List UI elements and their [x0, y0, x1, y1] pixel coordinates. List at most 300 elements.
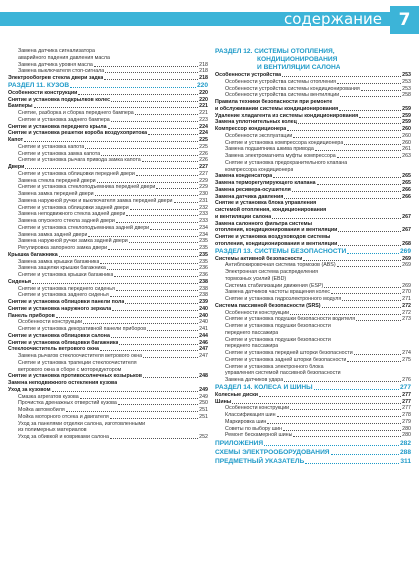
toc-entry-title: Особенности конструкции: [18, 319, 83, 326]
toc-entry-title: Двери: [8, 164, 25, 170]
toc-entry-page: 250: [199, 400, 208, 407]
toc-entry: [215, 214, 411, 221]
toc-entry: [215, 276, 411, 283]
toc-entry: [215, 323, 411, 330]
toc-entry-page: 247: [199, 346, 208, 353]
toc-entry-title: Снятие и установка подушки безопасности: [225, 336, 331, 343]
toc-entry-title: переднего пассажира: [225, 329, 279, 336]
toc-entry-title: Снятие и установка облицовки панели пола: [8, 299, 125, 305]
dot-leader: [338, 231, 401, 232]
toc-entry-title: Снятие и установка замка капота: [18, 150, 101, 157]
toc-entry-title: Снятие и установка трапеции стеклоочистителя: [18, 359, 137, 366]
toc-entry-title: Замена замка задней двери: [18, 231, 88, 238]
toc-entry-page: 269: [402, 255, 411, 262]
toc-entry-title: Снятие и установка переднего сиденья: [18, 285, 115, 292]
dot-leader: [342, 300, 401, 301]
toc-entry: [215, 160, 411, 167]
toc-entry-title: Шины: [215, 398, 232, 405]
toc-entry-title: ПРИЛОЖЕНИЯ: [215, 440, 264, 447]
toc-entry-title: Замена рычагов стеклоочистителя ветрового окна: [18, 353, 143, 359]
toc-entry-title: Замена подшипника шкива привода: [225, 146, 314, 153]
toc-entry-title: Замена опускного стекла задней двери: [18, 218, 115, 224]
toc-entry-title: Снятие и установка гидроэлектронного модуля: [225, 296, 342, 302]
dot-leader: [105, 72, 198, 73]
toc-entry-page: 266: [402, 193, 411, 200]
toc-entry: [8, 367, 208, 374]
toc-entry-page: 240: [199, 319, 208, 326]
toc-entry-title: Снятие и установка капота: [18, 143, 85, 150]
dot-leader: [337, 266, 402, 267]
dot-leader: [264, 445, 399, 446]
toc-entry: [215, 262, 411, 269]
toc-entry: [215, 106, 411, 113]
toc-entry-page: 253: [402, 78, 411, 85]
toc-entry-title: и обслуживании системы кондиционирования: [215, 105, 339, 112]
toc-entry: [8, 130, 208, 137]
dot-leader: [25, 168, 198, 169]
toc-entry-page: 251: [199, 407, 208, 413]
toc-entry-page: 274: [402, 350, 411, 356]
dot-leader: [290, 409, 401, 410]
toc-entry-page: 236: [199, 265, 208, 272]
toc-entry: [8, 97, 208, 104]
toc-entry-title: отопления, кондиционирования и вентиляции: [215, 240, 338, 247]
toc-entry-title: Снятие и установка подушки безопасности водителя: [225, 316, 356, 323]
toc-entry-title: И ВЕНТИЛЯЦИИ САЛОНА: [257, 64, 341, 71]
toc-entry: [8, 225, 208, 232]
toc-entry: [8, 55, 208, 62]
toc-entry-title: Замена стекла передней двери: [18, 177, 96, 184]
toc-entry-title: Система стабилизации движения (ESP): [225, 282, 324, 289]
toc-entry-page: 279: [402, 418, 411, 425]
toc-entry: [8, 218, 208, 225]
dot-leader: [59, 256, 199, 257]
toc-entry-title: Уход за обивкой и ковриками салона: [18, 434, 109, 440]
dot-leader: [100, 263, 198, 264]
toc-entry-title: тормозных усилий (EBD): [225, 275, 287, 282]
toc-entry: [215, 99, 411, 106]
toc-entry: [8, 407, 208, 414]
dot-leader: [314, 389, 399, 390]
toc-entry-page: 260: [402, 126, 411, 132]
toc-entry-page: 272: [402, 309, 411, 316]
toc-entry: [8, 238, 208, 245]
toc-entry: [8, 373, 208, 380]
dot-leader: [129, 242, 198, 243]
toc-entry-page: 277: [402, 398, 411, 405]
toc-column-right: [215, 48, 411, 466]
toc-entry-title: Мойка моторного отсека и двигателя: [18, 413, 109, 420]
toc-entry-title: Маркировка шин: [225, 418, 267, 425]
dot-leader: [267, 423, 401, 424]
dot-leader: [273, 177, 401, 178]
toc-entry-title: системой отопления, кондиционирования: [215, 207, 327, 213]
toc-entry-title: Электронная система распределения: [225, 269, 318, 275]
toc-entry: [8, 75, 208, 82]
dot-leader: [80, 398, 198, 399]
toc-entry-title: из полимерных материалов: [18, 427, 87, 434]
toc-entry: [215, 207, 411, 214]
dot-leader: [293, 436, 401, 437]
toc-section-heading: [215, 48, 411, 56]
dot-leader: [292, 191, 401, 192]
toc-entry-title: Регулировка запорного замка двери: [18, 245, 108, 251]
toc-entry-page: 265: [402, 180, 411, 186]
toc-entry-title: Снятие и установка компрессора кондиционера: [225, 139, 344, 146]
toc-entry: [8, 103, 208, 110]
dot-leader: [322, 307, 402, 308]
dot-leader: [272, 218, 401, 219]
toc-entry: [215, 316, 411, 323]
toc-entry-title: Снятие и установка переднего крыла: [8, 123, 107, 130]
dot-leader: [111, 101, 198, 102]
toc-entry-page: 218: [199, 75, 208, 81]
toc-entry-title: Уход за кузовом: [8, 386, 51, 393]
page-title: содержание: [283, 10, 382, 28]
toc-entry-title: Бамперы: [8, 103, 33, 110]
toc-entry: [8, 191, 208, 198]
toc-entry-title: Электрообогрев стекла двери задка: [8, 75, 104, 81]
toc-entry-title: Замена выключателя стоп-сигнала: [18, 68, 105, 75]
toc-entry-title: Снятие и установка подкрылков колес: [8, 96, 111, 103]
dot-leader: [143, 377, 198, 378]
toc-entry: [8, 414, 208, 421]
toc-entry-page: 240: [199, 305, 208, 312]
toc-entry-title: Снятие и установка воздуховодов системы: [215, 234, 331, 240]
dot-leader: [119, 344, 198, 345]
toc-entry-page: 280: [402, 432, 411, 439]
toc-entry: [215, 426, 411, 433]
dot-leader: [331, 454, 399, 455]
toc-entry-title: Классификация шин: [225, 412, 276, 418]
dot-leader: [52, 391, 199, 392]
toc-entry-page: 234: [199, 224, 208, 231]
toc-entry: [8, 272, 208, 279]
dot-leader: [135, 114, 198, 115]
toc-entry-title: Снятие и установка задней шторки безопасности: [225, 356, 347, 363]
dot-leader: [232, 403, 401, 404]
toc-entry-page: 235: [199, 251, 208, 258]
toc-section-heading: [215, 64, 411, 72]
toc-entry-page: 277: [402, 405, 411, 412]
toc-entry-title: и вентиляции салона: [215, 213, 272, 220]
toc-entry-title: Снятие и установка крышки багажника: [18, 272, 114, 278]
toc-entry: [8, 400, 208, 407]
dot-leader: [347, 361, 401, 362]
toc-entry-page: 265: [402, 173, 411, 180]
toc-entry-title: Колесные диски: [215, 391, 259, 398]
dot-leader: [110, 296, 198, 297]
toc-entry-title: Особенности устройства: [215, 72, 282, 78]
toc-entry-page: 278: [402, 412, 411, 418]
toc-entry-page: 253: [402, 72, 411, 78]
toc-entry: [215, 173, 411, 180]
dot-leader: [78, 94, 198, 95]
toc-entry-page: 288: [399, 449, 411, 456]
toc-entry-page: 220: [199, 96, 208, 103]
toc-entry: [8, 380, 208, 387]
toc-entry-page: 232: [199, 204, 208, 211]
dot-leader: [34, 107, 199, 108]
toc-entry-title: РАЗДЕЛ 11. КУЗОВ: [8, 81, 70, 89]
toc-entry: [215, 241, 411, 248]
toc-entry-page: 225: [199, 137, 208, 143]
toc-entry-title: Мойка автомобиля: [18, 407, 65, 413]
dot-leader: [284, 198, 401, 199]
page-number: 7: [390, 6, 419, 34]
toc-entry-title: Прочистка дренажных отверстий кузова: [18, 400, 117, 407]
dot-leader: [111, 121, 198, 122]
toc-entry-title: Система пассивной безопасности (SRS): [215, 302, 321, 309]
toc-entry-page: 263: [402, 153, 411, 159]
toc-entry: [8, 151, 208, 158]
toc-entry-page: 234: [199, 231, 208, 238]
toc-entry-title: Замена салонного фильтра системы: [215, 220, 313, 227]
toc-entry-title: управления системой пассивной безопасности: [225, 370, 341, 377]
toc-entry-page: 236: [199, 272, 208, 278]
toc-entry-title: аварийного падения давления масла: [18, 54, 110, 61]
toc-entry-title: РАЗДЕЛ 13. СИСТЕМЫ БЕЗОПАСНОСТИ: [215, 247, 347, 255]
toc-entry-title: Снятие и установка передней шторки безопасности: [225, 350, 353, 356]
toc-entry: [8, 421, 208, 428]
toc-entry: [215, 92, 411, 99]
toc-entry-page: 233: [199, 211, 208, 218]
toc-entry-title: КОНДИЦИОНИРОВАНИЯ: [257, 56, 338, 63]
dot-leader: [114, 276, 198, 277]
toc-entry-page: 239: [199, 299, 208, 305]
toc-entry: [8, 252, 208, 259]
toc-entry: [8, 144, 208, 151]
toc-entry: [215, 133, 411, 140]
dot-leader: [282, 76, 401, 77]
toc-entry-title: переднего пассажира: [225, 343, 279, 350]
toc-entry-title: Снятие и установка облицовки задней двери: [18, 204, 129, 211]
dot-leader: [97, 182, 199, 183]
toc-entry: [215, 343, 411, 350]
toc-entry: [215, 303, 411, 310]
toc-entry-title: Системы активной безопасности: [215, 255, 303, 262]
toc-entry: [215, 269, 411, 276]
toc-entry: [8, 387, 208, 394]
toc-entry-title: Компрессор кондиционера: [215, 126, 287, 132]
toc-entry: [215, 146, 411, 153]
toc-entry: [215, 399, 411, 406]
dot-leader: [88, 236, 198, 237]
dot-leader: [111, 337, 198, 338]
toc-section-heading: [215, 448, 411, 457]
toc-entry: [8, 205, 208, 212]
dot-leader: [338, 245, 401, 246]
toc-entry-page: 238: [199, 278, 208, 285]
toc-entry: [8, 360, 208, 367]
toc-entry-title: Снятие и установка противосолнечных козырьков: [8, 373, 143, 380]
toc-entry: [8, 340, 208, 347]
toc-entry-page: 247: [199, 353, 208, 359]
toc-entry-title: Замена неподвижного остекления кузова: [8, 380, 118, 386]
toc-entry: [8, 346, 208, 353]
toc-entry-title: Особенности конструкции: [225, 309, 290, 316]
toc-entry-page: 233: [199, 218, 208, 224]
toc-entry-title: Замена терморегулирующего клапана: [215, 180, 316, 186]
toc-entry: [8, 286, 208, 293]
toc-entry-page: 249: [199, 393, 208, 400]
dot-leader: [104, 79, 198, 80]
toc-entry: [8, 164, 208, 171]
dot-leader: [126, 215, 198, 216]
toc-entry: [8, 319, 208, 326]
toc-entry-page: 249: [199, 386, 208, 393]
toc-section-heading: [8, 82, 208, 90]
toc-entry: [8, 245, 208, 252]
toc-entry: [215, 289, 411, 296]
toc-entry-page: 253: [402, 85, 411, 92]
toc-entry: [8, 178, 208, 185]
dot-leader: [344, 144, 401, 145]
toc-entry-page: 260: [402, 139, 411, 146]
dot-leader: [100, 350, 198, 351]
toc-entry-title: Удаление хладагента из системы кондиционирования: [215, 112, 359, 119]
toc-section-heading: [215, 248, 411, 256]
toc-entry-title: Снятие и установка решетки короба воздухопритока: [8, 130, 148, 137]
toc-entry: [8, 333, 208, 340]
dot-leader: [277, 416, 402, 417]
toc-entry-title: Правила техники безопасности при ремонте: [215, 99, 333, 105]
toc-entry-page: 258: [402, 92, 411, 99]
dot-leader: [116, 290, 198, 291]
toc-entry: [215, 113, 411, 120]
dot-leader: [150, 229, 198, 230]
toc-entry-title: СХЕМЫ ЭЛЕКТРООБОРУДОВАНИЯ: [215, 449, 330, 456]
toc-entry: [215, 405, 411, 412]
toc-entry-page: 246: [199, 339, 208, 346]
toc-entry-page: 235: [199, 245, 208, 251]
toc-entry-page: 270: [402, 289, 411, 296]
toc-entry-page: 269: [402, 282, 411, 289]
toc-entry: [215, 296, 411, 303]
toc-entry: [215, 119, 411, 126]
toc-entry-title: Особенности конструкции: [225, 405, 290, 412]
toc-entry: [8, 279, 208, 286]
toc-entry: [215, 180, 411, 187]
toc-entry-title: Замена уплотнительных колец: [215, 119, 297, 126]
dot-leader: [107, 269, 198, 270]
toc-entry-page: 224: [199, 123, 208, 130]
toc-entry: [215, 432, 411, 439]
toc-entry-page: 220: [199, 89, 208, 96]
dot-leader: [293, 137, 401, 138]
dot-leader: [287, 130, 401, 131]
toc-entry-title: Замена датчика уровня масла: [18, 61, 93, 68]
toc-entry: [215, 330, 411, 337]
toc-entry-page: 226: [199, 150, 208, 157]
toc-entry-title: Снятие и установка подушки безопасности: [225, 323, 331, 329]
toc-entry: [215, 153, 411, 160]
toc-entry-page: 230: [199, 191, 208, 197]
dot-leader: [331, 293, 401, 294]
toc-entry: [215, 126, 411, 133]
toc-entry-page: 218: [199, 68, 208, 75]
toc-entry-title: Особенности устройства системы вентиляции: [225, 92, 340, 99]
dot-leader: [108, 128, 199, 129]
dot-leader: [83, 323, 198, 324]
dot-leader: [298, 123, 401, 124]
toc-entry-page: 276: [402, 377, 411, 383]
toc-entry-title: Особенности конструкции: [8, 89, 78, 96]
toc-entry-title: Снятие и установка облицовки багажника: [8, 339, 119, 346]
toc-entry-title: Замена датчика давления: [215, 193, 284, 200]
toc-entry-page: 220: [196, 81, 208, 89]
toc-entry: [8, 265, 208, 272]
toc-entry: [215, 357, 411, 364]
dot-leader: [354, 354, 401, 355]
toc-entry-page: 260: [402, 132, 411, 139]
toc-entry-page: 269: [402, 262, 411, 269]
toc-entry-page: 224: [199, 130, 208, 137]
toc-entry: [8, 259, 208, 266]
toc-entry-title: Стеклоочиститель ветрового окна: [8, 346, 99, 353]
dot-leader: [110, 418, 198, 419]
dot-leader: [101, 155, 198, 156]
toc-entry-page: 221: [199, 103, 208, 110]
dot-leader: [32, 283, 198, 284]
dot-leader: [136, 175, 198, 176]
toc-entry: [215, 79, 411, 86]
toc-entry-title: РАЗДЕЛ 12. СИСТЕМЫ ОТОПЛЕНИЯ,: [215, 48, 335, 55]
toc-entry: [215, 310, 411, 317]
dot-leader: [56, 317, 198, 318]
dot-leader: [70, 87, 196, 88]
dot-leader: [148, 134, 198, 135]
dot-leader: [118, 404, 198, 405]
toc-entry-page: 275: [402, 356, 411, 363]
toc-entry-page: 244: [199, 332, 208, 339]
dot-leader: [315, 150, 401, 151]
toc-entry-page: 272: [402, 302, 411, 309]
toc-entry: [215, 234, 411, 241]
toc-entry-page: 267: [402, 213, 411, 220]
toc-entry-page: 238: [199, 292, 208, 299]
toc-entry-page: 252: [199, 434, 208, 440]
toc-entry-title: Снятие и установка рычага привода замка капота: [18, 157, 141, 164]
toc-entry-page: 269: [399, 247, 411, 255]
toc-entry-page: 227: [199, 170, 208, 177]
toc-entry-page: 267: [402, 227, 411, 234]
dot-leader: [303, 260, 401, 261]
dot-leader: [142, 161, 198, 162]
toc-entry-page: 221: [199, 110, 208, 116]
toc-entry: [215, 377, 411, 384]
dot-leader: [317, 184, 402, 185]
toc-entry: [215, 221, 411, 228]
toc-entry-title: Замена неподвижного стекла задней двери: [18, 211, 126, 218]
toc-entry: [8, 90, 208, 97]
toc-entry: [8, 157, 208, 164]
toc-entry: [215, 256, 411, 263]
toc-entry-title: Замена датчиков удара: [225, 377, 284, 383]
dot-leader: [290, 314, 401, 315]
toc-entry-page: 271: [402, 296, 411, 302]
toc-entry: [8, 68, 208, 75]
toc-section-heading: [215, 457, 411, 466]
toc-entry: [8, 326, 208, 333]
toc-entry-title: Снятие и установка заднего бампера: [18, 116, 110, 123]
toc-entry-title: Снятие, разборка и сборка переднего бампера: [18, 110, 134, 116]
toc-entry: [8, 137, 208, 144]
toc-entry-title: Снятие и установка наружного зеркала: [8, 305, 112, 312]
toc-entry: [8, 48, 208, 55]
toc-entry: [215, 200, 411, 207]
toc-entry-title: Замена датчиков частоты вращения колес: [225, 289, 331, 296]
